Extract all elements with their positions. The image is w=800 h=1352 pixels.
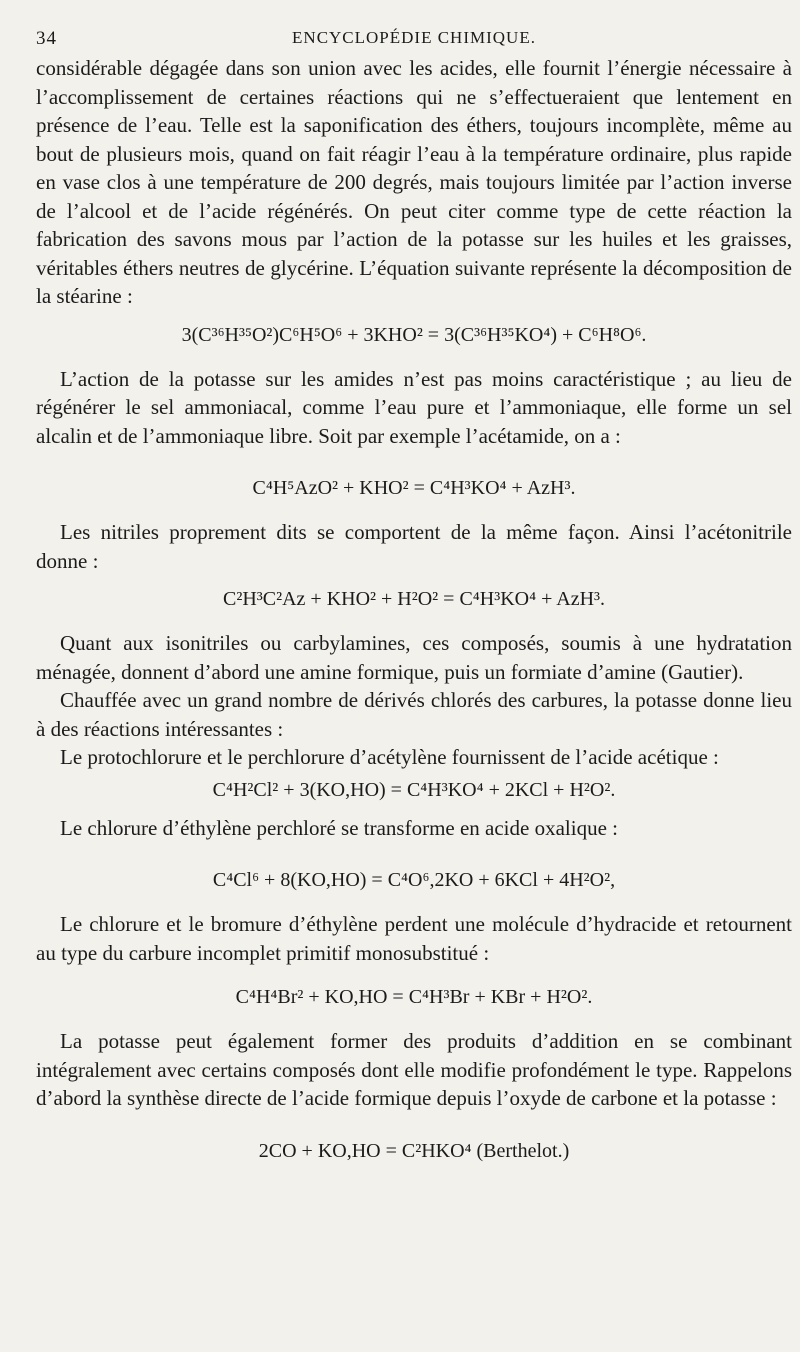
document-page	[36, 24, 792, 1169]
equation-stearine: 3(C³⁶H³⁵O²)C⁶H⁵O⁶ + 3KHO² = 3(C³⁶H³⁵KO⁴) + C⁶H⁸O⁶.	[181, 323, 647, 346]
paragraph-nitriles: Les nitriles proprement dits se comportent de la même façon. Ainsi l’acétonitrile donne :	[36, 520, 792, 573]
paragraph-saponification: considérable dégagée dans son union avec les acides, elle fournit l’énergie nécessaire à l’accomplissement de certaines réactions qui ne s’effectueraient que lentement en présence de l’eau. Telle est la saponification des éthers, toujours incomplète, même au bout de plusieurs mois, quand on fait réagir l’eau à la température ordinaire, plus rapide en vase clos à une température de 200 degrés, mais toujours limitée par l’action inverse de l’alcool et de l’acide régénérés. On peut citer comme type de cette réaction la fabrication des savons mous par l’action de la potasse sur les huiles et les graisses, véritables éthers neutres de glycérine. L’équation suivante représente la décomposition de la stéarine :	[36, 56, 792, 308]
page-number: 34	[36, 28, 57, 49]
running-header	[36, 24, 792, 54]
paragraph-chlorinated-derivatives: Chauffée avec un grand nombre de dérivés chlorés des carbures, la potasse donne lieu à des réactions intéressantes :	[36, 688, 792, 741]
equation-acetamide: C⁴H⁵AzO² + KHO² = C⁴H³KO⁴ + AzH³.	[252, 477, 576, 499]
paragraph-isonitriles: Quant aux isonitriles ou carbylamines, ces composés, soumis à une hydratation ménagée, donnent d’abord une amine formique, puis un formiate d’amine (Gautier).	[36, 631, 792, 684]
paragraph-addition-products: La potasse peut également former des produits d’addition en se combinant intégralement avec certains composés dont elle modifie profondément le type. Rappelons d’abord la synthèse directe de l’acide formique depuis l’oxyde de carbone et la potasse :	[36, 1029, 792, 1110]
paragraph-ethylene-perchlorinated: Le chlorure d’éthylène perchloré se transforme en acide oxalique :	[60, 815, 618, 840]
equation-formic-acid: 2CO + KO,HO = C²HKO⁴ (Berthelot.)	[258, 1139, 570, 1162]
equation-acetonitrile: C²H³C²Az + KHO² + H²O² = C⁴H³KO⁴ + AzH³.	[222, 588, 606, 610]
paragraph-acetylene-chlorides: Le protochlorure et le perchlorure d’acétylène fournissent de l’acide acétique :	[60, 745, 719, 769]
paragraph-ethylene-bromide: Le chlorure et le bromure d’éthylène perdent une molécule d’hydracide et retournent au type du carbure incomplet primitif monosubstitué :	[36, 912, 792, 965]
paragraph-amides: L’action de la potasse sur les amides n’est pas moins caractéristique ; au lieu de régénérer le sel ammoniacal, comme l’eau pure et l’ammoniaque, elle forme un sel alcalin et de l’ammoniaque libre. Soit par exemple l’acétamide, on a :	[36, 366, 792, 448]
equation-oxalic: C⁴Cl⁶ + 8(KO,HO) = C⁴O⁶,2KO + 6KCl + 4H²O²,	[212, 869, 616, 891]
running-title: ENCYCLOPÉDIE CHIMIQUE.	[292, 28, 536, 47]
equation-ethylene-bromide: C⁴H⁴Br² + KO,HO = C⁴H³Br + KBr + H²O².	[235, 986, 593, 1008]
equation-acetylene: C⁴H²Cl² + 3(KO,HO) = C⁴H³KO⁴ + 2KCl + H²O².	[212, 778, 616, 801]
